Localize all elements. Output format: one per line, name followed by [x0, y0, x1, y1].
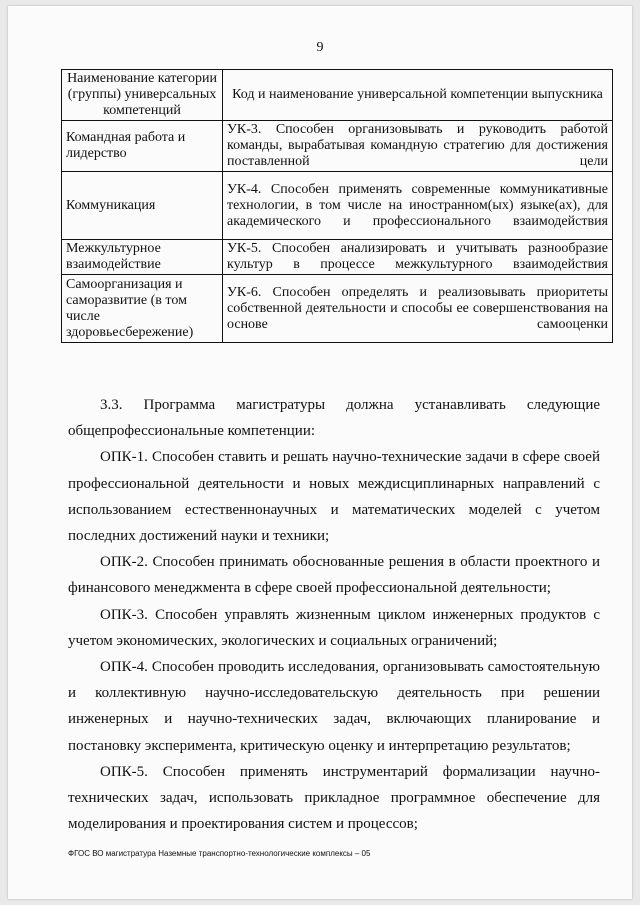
- document-page: [8, 6, 632, 899]
- table-row: [62, 275, 613, 343]
- paragraph-opk-5: ОПК-5. Способен применять инструментарий формализации научно-технических задач, использовать прикладное программное обеспечение для моделирования и проектирования систем и процессов;: [68, 763, 600, 833]
- page-number: 9: [316, 40, 324, 55]
- table-row: [62, 121, 613, 172]
- competence-cell: УК-6. Способен определять и реализовывать приоритеты собственной деятельности и способы ее совершенствования на основе самооценки: [223, 275, 613, 343]
- category-cell: Самоорганизация и саморазвитие (в том числе здоровьесбережение): [62, 275, 223, 343]
- paragraph-opk-1: ОПК-1. Способен ставить и решать научно-технические задачи в сфере своей профессиональной деятельности и новых междисциплинарных направлений с использованием естественнонаучных и математических моделей с учетом последних достижений науки и техники;: [68, 449, 600, 545]
- paragraph-opk-2: ОПК-2. Способен принимать обоснованные решения в области проектного и финансового менеджмента в сфере своей профессиональной деятельности;: [68, 554, 600, 597]
- table-header-category: Наименование категории (группы) универсальных компетенций: [62, 70, 223, 121]
- paragraph-opk-3: ОПК-3. Способен управлять жизненным циклом инженерных продуктов с учетом экономических, экологических и социальных ограничений;: [68, 606, 600, 649]
- table-row: [62, 240, 613, 275]
- paragraph-3-3: 3.3. Программа магистратуры должна устанавливать следующие общепрофессиональные компетенции:: [68, 397, 600, 440]
- category-cell: Коммуникация: [62, 172, 223, 240]
- competence-table: [61, 69, 613, 343]
- paragraph-opk-4: ОПК-4. Способен проводить исследования, организовывать самостоятельную и коллективную научно-исследовательскую деятельность при решении инженерных и научно-технических задач, включающих планирование и постановку эксперимента, критическую оценку и интерпретацию результатов;: [68, 659, 600, 754]
- competence-cell: УК-3. Способен организовывать и руководить работой команды, вырабатывая командную стратегию для достижения поставленной цели: [223, 121, 613, 172]
- document-body: [68, 392, 600, 837]
- table-header-row: [62, 70, 613, 121]
- table-header-competence: Код и наименование универсальной компетенции выпускника: [223, 70, 613, 121]
- competence-cell: УК-4. Способен применять современные коммуникативные технологии, в том числе на иностранном(ых) языке(ах), для академического и профессионального взаимодействия: [223, 172, 613, 240]
- category-cell: Командная работа и лидерство: [62, 121, 223, 172]
- competence-cell: УК-5. Способен анализировать и учитывать разнообразие культур в процессе межкультурного взаимодействия: [223, 240, 613, 275]
- table-row: [62, 172, 613, 240]
- page-footer: ФГОС ВО магистратура Наземные транспортно-технологические комплексы – 05: [68, 849, 371, 858]
- category-cell: Межкультурное взаимодействие: [62, 240, 223, 275]
